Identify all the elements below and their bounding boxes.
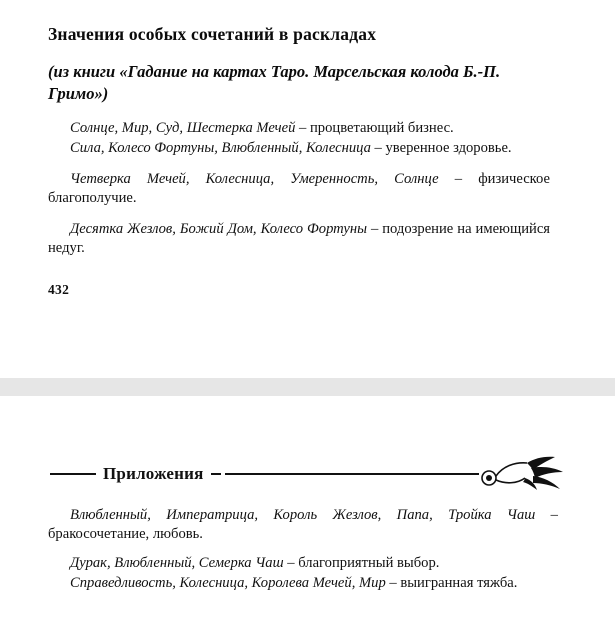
combination-meaning: подозрение на имеющийся недуг. bbox=[48, 220, 551, 256]
combination-cards: Четверка Мечей, Колесница, Умеренность, Солнце bbox=[70, 170, 439, 187]
appendix-header bbox=[48, 454, 571, 494]
document-page-top bbox=[0, 0, 615, 298]
combination-cards: Справедливость, Колесница, Королева Мечей, Мир bbox=[70, 575, 386, 592]
combination-dash: – bbox=[366, 220, 383, 237]
combination-entry bbox=[48, 574, 558, 593]
combination-cards: Десятка Жезлов, Божий Дом, Колесо Фортуны bbox=[70, 220, 367, 237]
rule-dash-decoration bbox=[211, 473, 221, 475]
combination-dash: – bbox=[438, 170, 479, 187]
combination-dash: – bbox=[535, 507, 558, 523]
combination-entry bbox=[48, 139, 550, 158]
combination-cards: Дурак, Влюбленный, Семерка Чаш bbox=[70, 554, 284, 571]
combination-meaning: бракосочетание, любовь. bbox=[48, 526, 203, 543]
combination-meaning: физическое благополучие. bbox=[48, 170, 550, 207]
combination-dash: – bbox=[283, 554, 299, 571]
combination-cards: Солнце, Мир, Суд, Шестерка Мечей bbox=[70, 119, 296, 136]
combination-entry bbox=[48, 220, 550, 259]
combination-entry bbox=[48, 170, 550, 209]
combination-cards: Сила, Колесо Фортуны, Влюбленный, Колесница bbox=[70, 140, 371, 157]
combination-cards: Влюбленный, Императрица, Король Жезлов, Папа, Тройка Чаш bbox=[70, 507, 536, 523]
combination-meaning: уверенное здоровье. bbox=[385, 140, 512, 157]
combination-entry bbox=[48, 506, 558, 545]
combination-entry bbox=[48, 119, 550, 138]
rule-left-decoration bbox=[50, 473, 96, 475]
combination-dash: – bbox=[370, 140, 386, 157]
appendix-title: Приложения bbox=[103, 464, 204, 483]
combination-meaning: выигранная тяжба. bbox=[400, 575, 518, 592]
combination-dash: – bbox=[295, 119, 310, 136]
combination-meaning: процветающий бизнес. bbox=[309, 119, 454, 136]
rule-right-decoration bbox=[225, 473, 479, 475]
combination-entry bbox=[48, 554, 558, 573]
page-title: Значения особых сочетаний в раскладах bbox=[48, 24, 377, 44]
page-separator-band bbox=[0, 378, 615, 396]
page-number: 432 bbox=[48, 282, 70, 298]
combination-meaning: благоприятный выбор. bbox=[298, 554, 440, 571]
combination-dash: – bbox=[385, 575, 401, 592]
page-subtitle: (из книги «Гадание на картах Таро. Марсельская колода Б.-П. Гримо») bbox=[48, 62, 501, 103]
floral-flourish-icon bbox=[475, 454, 571, 494]
document-page-bottom bbox=[0, 396, 615, 595]
